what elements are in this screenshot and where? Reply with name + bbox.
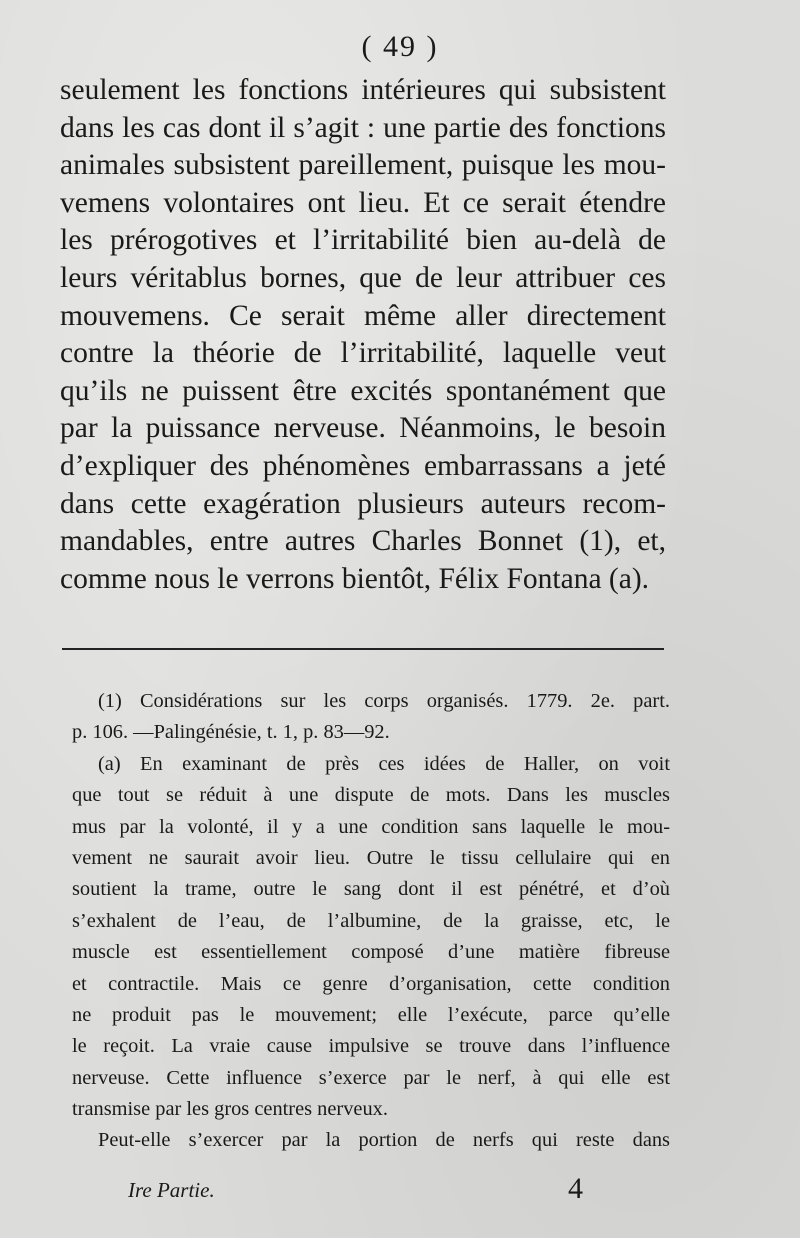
footnote-line: que tout se réduit à une dispute de mots. Dans les muscles [72, 784, 670, 807]
text-line: d’expliquer des phénomènes embarrassans a jeté [60, 449, 666, 482]
text-line: les prérogotives et l’irritabilité bien au-delà de [60, 224, 666, 257]
text-line: dans les cas dont il s’agit : une partie des fonctions [60, 111, 666, 144]
footnote-line: mus par la volonté, il y a une condition sans laquelle le mou- [72, 815, 670, 838]
text-line: par la puissance nerveuse. Néanmoins, le besoin [60, 412, 666, 445]
text-line: qu’ils ne puissent être excités spontanément que [60, 374, 666, 407]
signature-number: 4 [568, 1172, 583, 1205]
text-line: seulement les fonctions intérieures qui subsistent [60, 74, 666, 106]
footnote-line: ne produit pas le mouvement; elle l’exécute, parce qu’elle [72, 1003, 670, 1026]
footnote-line: (1) Considérations sur les corps organisés. 1779. 2e. part. [98, 690, 670, 712]
text-line: animales subsistent pareillement, puisque les mou- [60, 149, 666, 182]
footnote-line: s’exhalent de l’eau, de l’albumine, de la graisse, etc, le [72, 909, 670, 932]
footnote-line: le reçoit. La vraie cause impulsive se trouve dans l’influence [72, 1035, 670, 1058]
footnote-separator-rule [62, 648, 664, 650]
footnote-line: muscle est essentiellement composé d’une matière fibreuse [72, 941, 670, 964]
footnote-line: transmise par les gros centres nerveux. [72, 1098, 388, 1121]
text-line: dans cette exagération plusieurs auteurs recom- [60, 487, 666, 520]
footnote-1 [72, 686, 670, 749]
text-line: leurs véritablus bornes, que de leur attribuer ces [60, 261, 666, 294]
footnote-continuation: Peut-elle s’exercer par la portion de nerfs qui reste dans [98, 1129, 670, 1152]
footnote-line: et contractile. Mais ce genre d’organisation, cette condition [72, 972, 670, 995]
footnote-line: p. 106. —Palingénésie, t. 1, p. 83—92. [72, 721, 390, 744]
main-text-body [60, 72, 666, 598]
footnote-a [72, 749, 670, 1126]
text-line: comme nous le verrons bientôt, Félix Fontana (a). [60, 562, 650, 595]
footnote-line: vement ne saurait avoir lieu. Outre le tissu cellulaire qui en [72, 846, 670, 869]
signature-label: Ire Partie. [128, 1178, 215, 1202]
text-line: mandables, entre autres Charles Bonnet (1), et, [60, 525, 666, 558]
footnote-line: (a) En examinant de près ces idées de Haller, on voit [98, 752, 670, 775]
text-line: contre la théorie de l’irritabilité, laquelle veut [60, 337, 666, 370]
footnote-line: soutient la trame, outre le sang dont il est pénétré, et d’où [72, 878, 670, 901]
footnote-line: nerveuse. Cette influence s’exerce par le nerf, à qui elle est [72, 1066, 670, 1089]
page-number: ( 49 ) [361, 30, 439, 63]
footnotes [72, 686, 670, 1157]
text-line: vemens volontaires ont lieu. Et ce serait étendre [60, 186, 666, 219]
text-line: mouvemens. Ce serait même aller directement [60, 299, 666, 332]
